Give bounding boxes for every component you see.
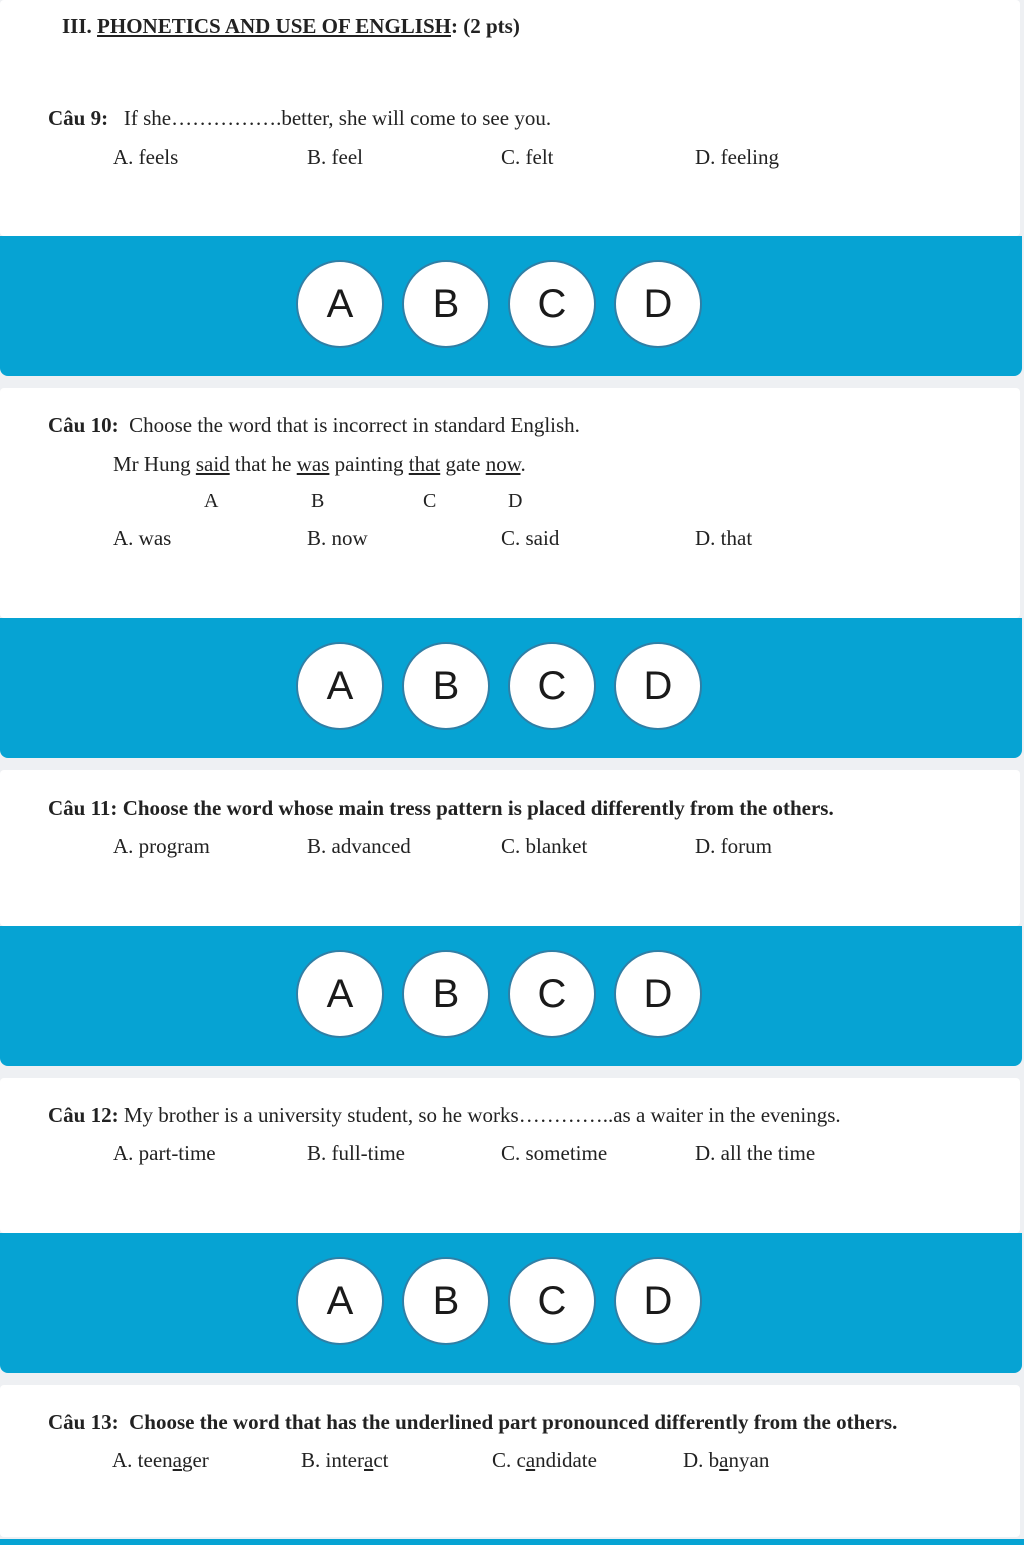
question-13-option-a [112,1448,209,1473]
answer-button-a[interactable]: A [296,1257,384,1345]
underlined-word-d: now [485,452,521,476]
question-9-option-b: B. feel [307,145,363,169]
answer-button-b[interactable]: B [402,950,490,1038]
answer-button-c[interactable]: C [508,260,596,348]
option-text: B. inter [301,1448,364,1472]
question-10-option-b: B. now [307,526,368,550]
sentence-part: that he [229,452,297,476]
option-text: D. b [683,1448,720,1472]
option-text: C. c [492,1448,526,1472]
question-12-option-b: B. full-time [307,1141,405,1165]
question-12-card [0,1078,1020,1233]
answer-button-b[interactable]: B [402,1257,490,1345]
answer-button-c[interactable]: C [508,642,596,730]
question-11-number: Câu 11: [48,796,118,820]
underlined-part: a [364,1448,374,1472]
section-title-underlined: PHONETICS AND USE OF ENGLISH [97,14,451,38]
question-10-line [48,413,580,438]
question-11-option-c: C. blanket [501,834,588,858]
bottom-accent-bar [0,1539,1024,1545]
sentence-part: . [520,452,526,476]
option-text: ger [181,1448,209,1472]
section-title-suffix: : (2 pts) [451,14,520,38]
question-9-text: If she…………….better, she will come to see you. [123,106,552,130]
option-text: A. teen [112,1448,173,1472]
answer-button-b[interactable]: B [402,642,490,730]
question-10-option-d: D. that [695,526,753,550]
question-11-option-d: D. forum [695,834,772,858]
sentence-part: painting [329,452,409,476]
answer-bar-q12 [0,1233,1022,1373]
question-10-number: Câu 10: [48,413,119,437]
underline-letter-d: D [508,490,523,512]
underline-letter-a: A [204,490,219,512]
answer-button-d[interactable]: D [614,260,702,348]
question-10-option-c: C. said [501,526,560,550]
answer-button-c[interactable]: C [508,950,596,1038]
question-11-line [48,796,834,821]
underlined-part: a [172,1448,182,1472]
answer-button-d[interactable]: D [614,642,702,730]
question-10-card [0,388,1020,618]
answer-button-b[interactable]: B [402,260,490,348]
section-title-prefix: III. [62,14,98,38]
question-13-number: Câu 13: [48,1410,119,1434]
question-12-option-a: A. part-time [113,1141,216,1165]
question-13-card [0,1385,1020,1537]
answer-bar-q9 [0,236,1022,376]
answer-bar-q11 [0,926,1022,1066]
question-9-option-c: C. felt [501,145,554,169]
underlined-word-b: was [296,452,330,476]
answer-button-d[interactable]: D [614,1257,702,1345]
underlined-word-c: that [408,452,441,476]
underline-letter-c: C [423,490,437,512]
question-13-option-d [683,1448,769,1473]
option-text: nyan [728,1448,770,1472]
sentence-part: gate [440,452,486,476]
section-title [62,14,520,39]
question-12-option-d: D. all the time [695,1141,816,1165]
question-10-sentence [113,452,526,477]
question-12-option-c: C. sometime [501,1141,608,1165]
answer-button-a[interactable]: A [296,260,384,348]
question-12-text: My brother is a university student, so he works…………..as a waiter in the evenings. [123,1103,841,1127]
answer-button-a[interactable]: A [296,950,384,1038]
question-9-option-a: A. feels [113,145,179,169]
question-10-text: Choose the word that is incorrect in standard English. [129,413,580,437]
question-11-text: Choose the word whose main tress pattern is placed differently from the others. [122,796,834,820]
question-9-line [48,106,551,131]
question-13-option-b [301,1448,388,1473]
underlined-part: a [525,1448,536,1472]
answer-button-a[interactable]: A [296,642,384,730]
question-12-line [48,1103,841,1128]
question-11-card [0,770,1020,926]
answer-button-c[interactable]: C [508,1257,596,1345]
option-text: ct [373,1448,389,1472]
question-9-number: Câu 9: [48,106,109,130]
question-13-option-c [492,1448,597,1473]
underlined-part: a [719,1448,729,1472]
question-11-option-a: A. program [113,834,210,858]
sentence-part: Mr Hung [113,452,196,476]
answer-button-d[interactable]: D [614,950,702,1038]
answer-bar-q10 [0,618,1022,758]
question-13-line [48,1410,897,1435]
underlined-word-a: said [195,452,230,476]
question-11-option-b: B. advanced [307,834,411,858]
option-text: ndidate [535,1448,597,1472]
question-13-text: Choose the word that has the underlined part pronounced differently from the others. [129,1410,898,1434]
question-9-option-d: D. feeling [695,145,779,169]
question-9-card [0,0,1020,236]
question-10-option-a: A. was [113,526,172,550]
underline-letter-b: B [311,490,325,512]
question-12-number: Câu 12: [48,1103,119,1127]
